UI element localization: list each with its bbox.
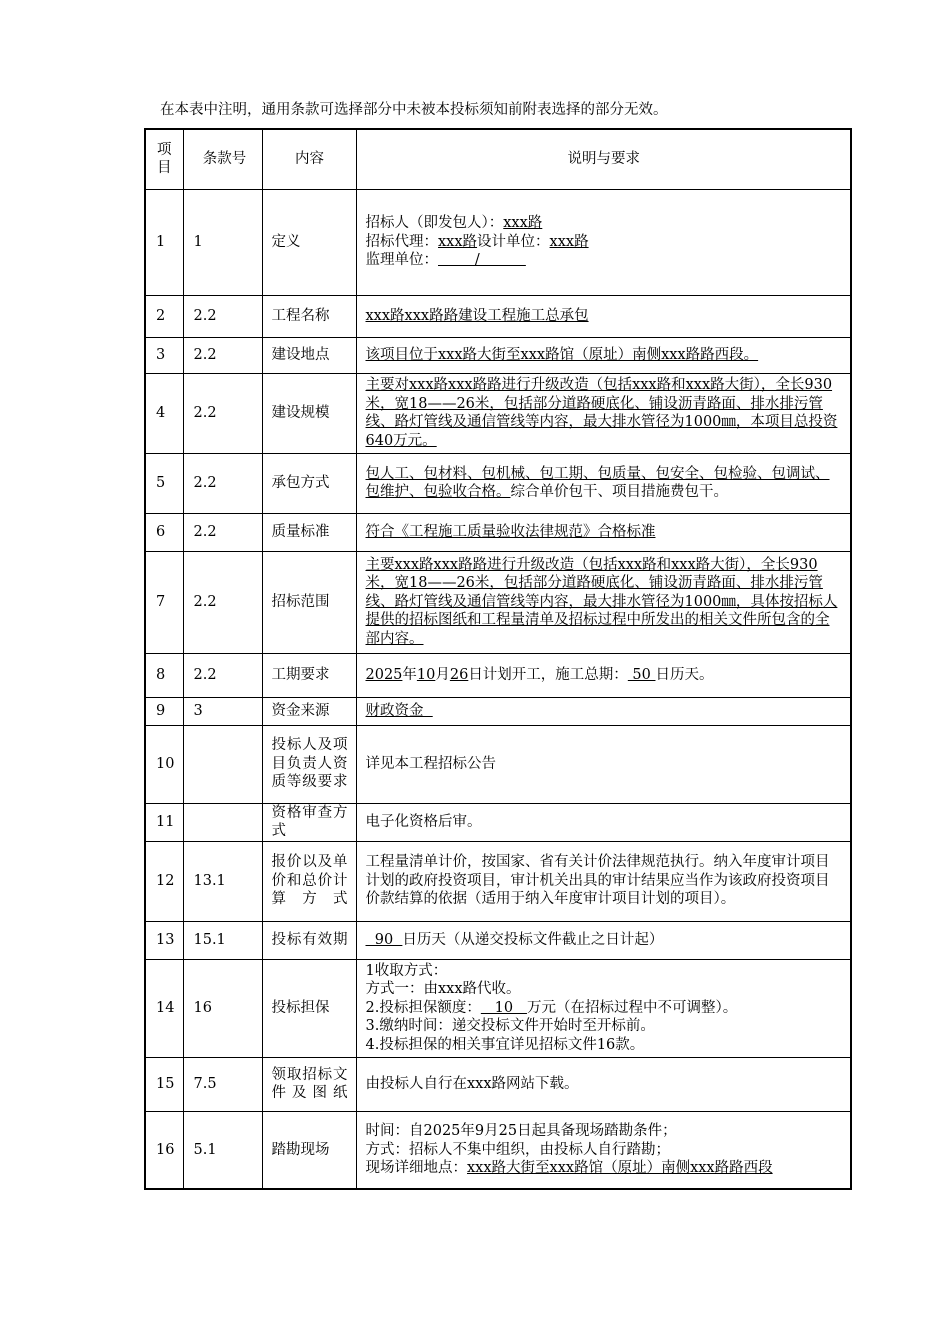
table-row [145,551,851,653]
duration-label: 日计划开工，施工总期： [468,666,628,683]
row-content: 建设规模 [262,373,356,453]
table-row [145,295,851,337]
table-row [145,959,851,1057]
table-row [145,337,851,373]
row-content: 投标担保 [262,959,356,1057]
row-content: 报价以及单价和总价计算方式 [262,841,356,921]
quality-standard: 符合《工程施工质量验收法律规范》合格标准 [365,523,656,540]
row-no: 12 [145,841,183,921]
row-content: 资格审查方式 [262,803,356,841]
row-clause: 2.2 [183,337,262,373]
table-row [145,803,851,841]
row-clause: 3 [183,697,262,725]
row-content: 招标范围 [262,551,356,653]
validity-days: 90 [365,931,403,948]
row-content: 领取招标文件及图纸 [262,1057,356,1111]
guarantee-amount-unit: 万元（在招标过程中不可调整）。 [526,999,738,1016]
table-row [145,697,851,725]
start-year: 2025 [365,666,403,683]
guarantee-amount: 10 [480,999,527,1016]
row-content: 工程名称 [262,295,356,337]
table-header-row [145,129,851,189]
row-no: 8 [145,653,183,697]
definition-design-label: 设计单位： [477,233,550,250]
validity-unit: 日历天（从递交投标文件截止之日计起） [402,931,664,948]
row-clause: 13.1 [183,841,262,921]
row-clause: 2.2 [183,295,262,337]
table-row [145,513,851,551]
definition-design-value: xxx路 [549,233,589,250]
project-scale: 主要对xxx路xxx路路进行升级改造（包括xxx路和xxx路大街），全长930米，宽18——26米，包括部分道路硬底化、铺设沥青路面、排水排污管线、路灯管线及通信管线等内容，最大排水管径为1000㎜，本项目总投资640万元。 [365,377,838,449]
definition-bidder-label: 招标人（即发包人）： [365,215,504,232]
definition-agent-label: 招标代理： [365,233,438,250]
table-row [145,1057,851,1111]
row-content: 投标人及项目负责人资质等级要求 [262,725,356,803]
start-day: 26 [449,666,469,683]
bidder-instructions-table [144,128,852,1190]
row-content: 定义 [262,189,356,295]
duration-unit: 日历天。 [655,666,714,683]
guarantee-line-5: 4.投标担保的相关事宜详见招标文件16款。 [365,1036,645,1053]
guarantee-amount-label: 2.投标担保额度： [365,999,481,1016]
row-clause [183,803,262,841]
header-description: 说明与要求 [356,129,851,189]
row-no: 6 [145,513,183,551]
table-row [145,725,851,803]
row-content: 资金来源 [262,697,356,725]
project-name: xxx路xxx路路建设工程施工总承包 [365,307,589,324]
month-unit: 月 [435,666,450,683]
row-no: 11 [145,803,183,841]
row-content: 踏勘现场 [262,1111,356,1189]
row-description [356,453,851,513]
header-item-no: 项目 [145,129,183,189]
row-content: 投标有效期 [262,921,356,959]
row-clause [183,725,262,803]
definition-agent-value: xxx路 [438,233,478,250]
table-row [145,453,851,513]
row-description [356,551,851,653]
row-description [356,921,851,959]
row-content: 工期要求 [262,653,356,697]
row-clause: 7.5 [183,1057,262,1111]
contract-method-pricing: 综合单价包干、项目措施费包干。 [510,484,728,500]
row-no: 1 [145,189,183,295]
definition-supervisor-value: / [438,252,526,269]
fund-source: 财政资金 [365,702,433,719]
row-clause: 5.1 [183,1111,262,1189]
row-no: 13 [145,921,183,959]
row-clause: 16 [183,959,262,1057]
row-description [356,373,851,453]
guarantee-line-2: 方式一：由xxx路代收。 [365,981,521,998]
site-visit-time: 时间：自2025年9月25日起具备现场踏勘条件； [365,1123,677,1139]
year-unit: 年 [402,666,417,683]
row-description [356,189,851,295]
row-no: 15 [145,1057,183,1111]
row-no: 14 [145,959,183,1057]
row-description [356,513,851,551]
table-row [145,653,851,697]
site-location: xxx路大街至xxx路馆（原址）南侧xxx路路西段 [467,1160,773,1176]
row-clause: 2.2 [183,453,262,513]
table-row [145,1111,851,1189]
row-description [356,653,851,697]
row-clause: 2.2 [183,513,262,551]
row-content: 建设地点 [262,337,356,373]
row-no: 9 [145,697,183,725]
table-row [145,921,851,959]
row-description [356,697,851,725]
row-no: 16 [145,1111,183,1189]
row-description [356,1111,851,1189]
table-row [145,841,851,921]
start-month: 10 [416,666,436,683]
row-description: 由投标人自行在xxx路网站下载。 [356,1057,851,1111]
duration-days: 50 [627,666,656,683]
row-no: 4 [145,373,183,453]
table-row [145,189,851,295]
header-clause-no: 条款号 [183,129,262,189]
guarantee-line-1: 1收取方式： [365,962,448,979]
definition-supervisor-label: 监理单位： [365,252,438,269]
contract-method-items: 包人工、包材料、包机械、包工期、包质量、包安全、包检验、包调试、包维护、包验收合格。 [365,465,830,500]
row-clause: 15.1 [183,921,262,959]
header-content: 内容 [262,129,356,189]
row-clause: 2.2 [183,551,262,653]
row-clause: 1 [183,189,262,295]
row-clause: 2.2 [183,653,262,697]
project-location: 该项目位于xxx路大街至xxx路馆（原址）南侧xxx路路西段。 [365,346,759,363]
row-no: 2 [145,295,183,337]
row-description: 详见本工程招标公告 [356,725,851,803]
row-clause: 2.2 [183,373,262,453]
table-row [145,373,851,453]
bid-scope: 主要xxx路xxx路路进行升级改造（包括xxx路和xxx路大街），全长930米，宽18——26米，包括部分道路硬底化、铺设沥青路面、排水排污管线、路灯管线及通信管线等内容，最大排水管径为1000㎜，具体按招标人提供的招标图纸和工程量清单及招标过程中所发出的相关文件所包含的全部内容。 [365,556,838,647]
row-description: 工程量清单计价，按国家、省有关计价法律规范执行。纳入年度审计项目计划的政府投资项目，审计机关出具的审计结果应当作为该政府投资项目价款结算的依据（适用于纳入年度审计项目计划的项目）。 [356,841,851,921]
row-description [356,959,851,1057]
row-no: 3 [145,337,183,373]
row-description [356,295,851,337]
row-no: 7 [145,551,183,653]
site-location-label: 现场详细地点： [365,1160,467,1176]
site-visit-method: 方式：招标人不集中组织，由投标人自行踏勘； [365,1141,670,1158]
guarantee-line-4: 3.缴纳时间：递交投标文件开始时至开标前。 [365,1018,655,1035]
row-content: 承包方式 [262,453,356,513]
intro-note: 在本表中注明，通用条款可选择部分中未被本投标须知前附表选择的部分无效。 [160,102,668,118]
row-no: 5 [145,453,183,513]
row-description [356,337,851,373]
row-description: 电子化资格后审。 [356,803,851,841]
definition-bidder-value: xxx路 [503,215,543,232]
row-no: 10 [145,725,183,803]
row-content: 质量标准 [262,513,356,551]
